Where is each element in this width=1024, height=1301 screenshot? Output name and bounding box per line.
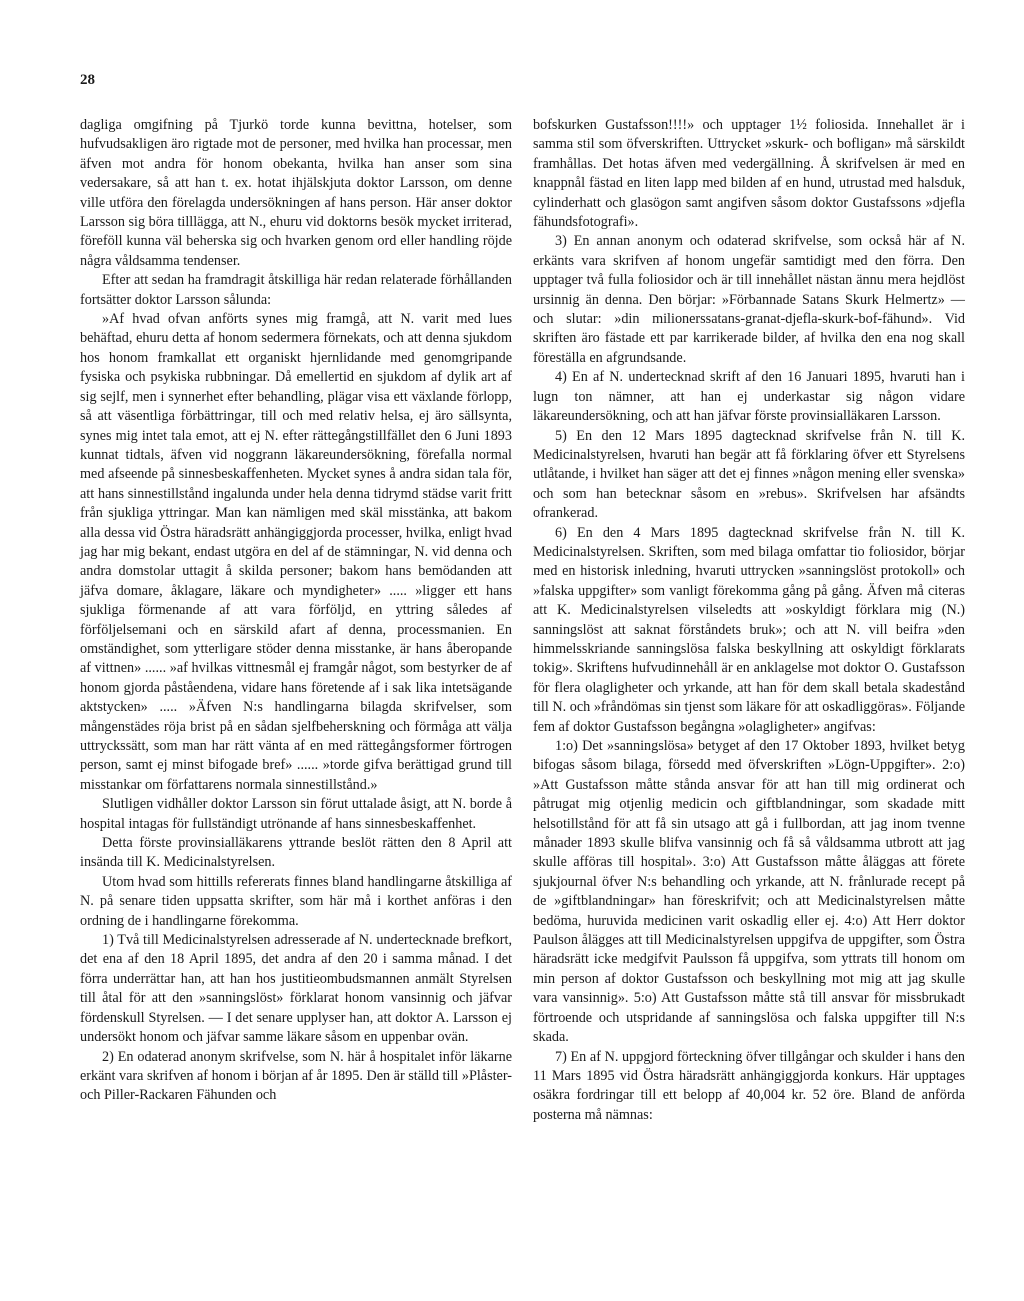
paragraph: 3) En annan anonym och odaterad skrifvelse, som också här af N. erkänts vara skrifven af honom ungefär samtidigt med den förra. Den upptager två fulla foliosidor och är till innehållet nästan ännu mera hejdlöst ursinnig än denna. Den börjar: »Förbannade Satans Skurk Helmertz» — och slutar: »din milionerssatans-granat-djefla-skurk-bof-fähund». Vid skriften äro fästade ett par karrikerade bilder, af hvilka den ena nog skall föreställa en afgrundsande. xyxy=(533,233,965,366)
paragraph: 7) En af N. uppgjord förteckning öfver tillgångar och skulder i hans den 11 Mars 1895 vid Östra häradsrätt anhängiggjorda konkurs. Här upptages osäkra fordringar till ett belopp af 40,004 kr. 52 öre. Bland de anförda posterna må nämnas: xyxy=(533,1048,965,1123)
left-column xyxy=(80,116,512,1106)
paragraph: 2) En odaterad anonym skrifvelse, som N. här å hospitalet inför läkarne erkänt vara skrifven af honom i början af år 1895. Den är ställd till »Plåster- och Piller-Rackaren Fähunden och xyxy=(80,1048,512,1104)
paragraph: Utom hvad som hittills refererats finnes bland handlingarne åtskilliga af N. på senare tiden uppsatta skrifter, som här må i korthet anföras i den ordning de i handlingarne förekomma. xyxy=(80,873,512,929)
paragraph: Detta förste provinsialläkarens yttrande beslöt rätten den 8 April att insända till K. Medicinalstyrelsen. xyxy=(80,835,512,871)
paragraph: 1) Två till Medicinalstyrelsen adresserade af N. undertecknade brefkort, det ena af den 18 April 1895, det andra af den 20 i samma månad. I det förra underrättar han, att han hos justitieombudsmannen anmält Styrelsen till åtal för att den »sanningslöst» förklarat honom vansinnig och jäfvar fördenskull Styrelsen. — I det senare upplyser han, att doktor A. Larsson ej undersökt honom och jäfvar samme läkare såsom en uppenbar ovän. xyxy=(80,932,512,1046)
paragraph: 5) En den 12 Mars 1895 dagtecknad skrifvelse från N. till K. Medicinalstyrelsen, hvaruti han begär att få förklaring öfver ett Styrelsens utlåtande, i hvilket han säger att det ej finnes »någon mening eller svenska» och som han betecknar såsom en »rebus». Skrifvelsen har afsändts ofrankerad. xyxy=(533,427,965,522)
right-column xyxy=(533,116,965,1125)
paragraph: dagliga omgifning på Tjurkö torde kunna bevittna, hotelser, som hufvudsakligen äro rigtade mot de personer, med hvilka han processar, men äfven mot andra för honom obekanta, hvilka han anser som sina vedersakare, så att han t. ex. hotat ihjälskjuta doktor Larsson, om denne ville utföra den förelagda undersökningen af hans person. Här anser doktor Larsson sig böra tilllägga, att N., ehuru vid doktorns besök mycket irriterad, föreföll kunna väl beherska sig och hvarken genom ord eller handling röjde några våldsamma tendenser. xyxy=(80,117,512,269)
paragraph: Slutligen vidhåller doktor Larsson sin förut uttalade åsigt, att N. borde å hospital intagas för fullständigt utrönande af hans sinnesbeskaffenhet. xyxy=(80,796,512,832)
paragraph: 6) En den 4 Mars 1895 dagtecknad skrifvelse från N. till K. Medicinalstyrelsen. Skriften, som med bilaga omfattar tio foliosidor, börjar med en historisk inledning, hvaruti uttrycken »sanningslöst protokoll» och »falska uppgifter» som vanligt förekomma gång på gång. Äfven må citeras att K. Medicinalstyrelsen vilseledts att »oskyldigt förklara mig (N.) sanningslöst att saknat förståndets bruk»; och att N. vill beifra »den himmelsskriande sanningslösa falska beskyllning att oskyldigt förklarats tokig». Skriftens hufvudinnehåll är en anklagelse mot doktor O. Gustafsson för flera olagligheter och yrkande, att han för dem skall betala skadestånd till N. och »fråndömas sin tjenst som läkare för att oskadliggöras». Följande fem af doktor Gustafsson begångna »olagligheter» angifvas: xyxy=(533,524,965,735)
paragraph: 1:o) Det »sanningslösa» betyget af den 17 Oktober 1893, hvilket betyg bifogas såsom bilaga, försedd med öfverskriften »Lögn-Uppgifter». 2:o) »Att Gustafsson måtte stånda ansvar för att han till mig ordinerat och påtrugat mig otjenlig medicin och giftblandningar, som skadade mitt helsotillstånd för att få sin utsago att gå i fullbordan, att jag inom tvenne månader 1893 skulle blifva vansinnig och få så våldsamma utbrott att jag skulle afföras till hospital». 3:o) Att Gustafsson måtte åläggas att förete sjukjournal öfver N:s behandling och yrkande, att N. frånlurade recept på de »giftblandningar» han föreskrifvit; och att Medicinalstyrelsen måtte bedöma, huruvida medicinen varit oskadlig eller ej. 4:o) Att Herr doktor Paulson ålägges att till Medicinalstyrelsen uppgifva de uppgifter, som Östra häradsrätt icke medgifvit Paulsson få uppgifva, som yttrats till honom om min person af doktor Gustafsson och beskyllning mot mig att jag skulle vara vansinnig». 5:o) Att Gustafsson måtte stå till ansvar för missbrukadt förtroende och utspridande af sanningslösa och falska uppgifter till N:s skada. xyxy=(533,738,965,1046)
paragraph: Efter att sedan ha framdragit åtskilliga här redan relaterade förhållanden fortsätter doktor Larsson sålunda: xyxy=(80,272,512,308)
paragraph: »Af hvad ofvan anförts synes mig framgå, att N. varit med lues behäftad, ehuru detta af honom sedermera förnekats, och att denna sjukdom hos honom framkallat ett organiskt hjernlidande med genomgripande fysiska och psykiska rubbningar. Då emellertid en sjukdom af dylik art af sig sejlf, men i synnerhet efter behandling, plägar visa ett växlande förlopp, så att väsentliga förbättringar, till och med relativ helsa, ej äro sällsynta, synes mig intet tala emot, att ej N. efter rättegångstillfället den 6 Juni 1893 kunnat tidtals, äfven vid noggrann läkareundersökning, förefalla normal med afseende på sinnesbeskaffenheten. Mycket synes å andra sidan tala för, att hans sinnestillstånd ingalunda under hela denna tidrymd städse varit fritt från sjukliga yttringar. Man kan nämligen med skäl misstänka, att bakom alla dessa vid Östra häradsrätt anhängiggjorda processer, hvilka, enligt hvad jag har mig bekant, endast utgöra en del af de stämningar, N. vid denna och andra domstolar uttagit å skilda personer; bakom hans bemödanden att jäfva domare, åklagare, läkare och myndigheter» ..... »ligger ett hans sjukliga förmenande af att vara förföljd, en yttring således af förföljelsemani och en särskild afart af denna, processmanien. En omständighet, som ytterligare stöder denna misstanke, är hans åberopande af vittnen» ...... »af hvilkas vittnesmål ej framgår något, som bestyrker de af honom gjorda påståendena, vidare hans företende af i sak lika intetsägande aktstycken» ..... »Äfven N:s handlingarna bilagda skrifvelser, som mångenstädes röja brist på en sådan sjelfbeherskning och förmåga att välja uttryckssätt, som man har rätt vänta af en med rättegångsformer förtrogen person, samt ej minst bifogade bref» ...... »torde gifva berättigad grund till misstankar om författarens normala sinnestillstånd.» xyxy=(80,311,512,793)
paragraph: 4) En af N. undertecknad skrift af den 16 Januari 1895, hvaruti han i lugn ton nämner, att han ej underkastar sig någon vidare läkareundersökning, och att han jäfvar förste provinsialläkaren Larsson. xyxy=(533,369,965,425)
page-number: 28 xyxy=(80,72,95,88)
paragraph: bofskurken Gustafsson!!!!» och upptager 1½ foliosida. Innehallet är i samma stil som öfverskriften. Uttrycket »skurk- och bofligan» må särskildt framhållas. Det hotas äfven med vedergällning. Å skrifvelsen är med en knappnål fästad en liten lapp med bilden af en hund, utrustad med halsduk, cylinderhatt och glasögon samt angifven såsom doktor Gustafssons »djefla fähundsfotografi». xyxy=(533,117,965,231)
